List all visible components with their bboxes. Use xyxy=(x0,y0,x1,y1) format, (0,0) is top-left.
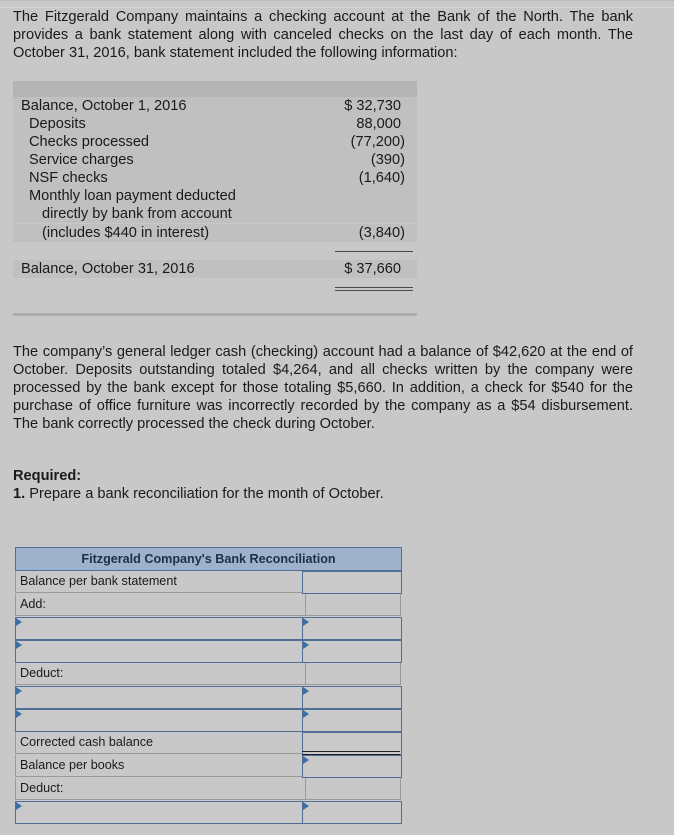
statement-value: 88,000 xyxy=(356,116,401,132)
recon-row-balance-per-books xyxy=(15,755,402,778)
statement-value: (3,840) xyxy=(358,225,405,241)
recon-row-add-item-2 xyxy=(15,640,402,663)
input-marker-icon xyxy=(16,710,22,718)
required-item xyxy=(13,486,384,502)
balance-per-bank-amount-input[interactable] xyxy=(302,571,402,594)
input-marker-icon xyxy=(16,687,22,695)
reconciliation-title: Fitzgerald Company's Bank Reconciliation xyxy=(15,547,402,571)
statement-value: (390) xyxy=(370,152,405,168)
deduct-books-label: Deduct: xyxy=(15,778,306,800)
bank-statement-table xyxy=(13,81,417,316)
input-marker-icon xyxy=(303,802,309,810)
add-item-1-amount-input[interactable] xyxy=(302,617,402,640)
required-item-text: Prepare a bank reconciliation for the month of October. xyxy=(29,486,384,502)
statement-row-loan-payment-2 xyxy=(13,205,417,223)
recon-row-deduct xyxy=(15,663,402,686)
statement-value: (77,200) xyxy=(350,134,405,150)
input-marker-icon xyxy=(16,641,22,649)
recon-row-deduct-item-2 xyxy=(15,709,402,732)
deduct-item-2-description-input[interactable] xyxy=(15,709,304,732)
statement-label: Balance, October 1, 2016 xyxy=(21,98,187,114)
input-marker-icon xyxy=(303,710,309,718)
add-item-2-amount-input[interactable] xyxy=(302,640,402,663)
deduct-label: Deduct: xyxy=(15,663,306,685)
total-double-rule-top xyxy=(335,287,413,288)
statement-row-checks-processed xyxy=(13,133,417,151)
recon-row-deduct-item-1 xyxy=(15,686,402,709)
corrected-cash-balance-label: Corrected cash balance xyxy=(15,732,306,754)
input-marker-icon xyxy=(16,802,22,810)
add-item-2-description-input[interactable] xyxy=(15,640,304,663)
statement-row-ending-balance xyxy=(13,260,417,278)
bank-reconciliation-table xyxy=(15,547,402,835)
input-marker-icon xyxy=(303,641,309,649)
add-label: Add: xyxy=(15,594,306,616)
balance-per-books-amount-input[interactable] xyxy=(302,755,402,778)
deduct-books-amount-cell xyxy=(301,778,401,800)
recon-row-balance-per-bank xyxy=(15,571,402,594)
input-marker-icon xyxy=(16,618,22,626)
statement-label: Service charges xyxy=(29,152,134,168)
deduct-books-item-1-amount-input[interactable] xyxy=(302,801,402,824)
statement-label: Checks processed xyxy=(29,134,150,150)
balance-per-books-label: Balance per books xyxy=(15,755,306,777)
deduct-amount-cell xyxy=(301,663,401,685)
recon-row-add-item-1 xyxy=(15,617,402,640)
balance-per-bank-label: Balance per bank statement xyxy=(15,571,306,593)
statement-footer-bar xyxy=(13,313,417,316)
deduct-item-1-description-input[interactable] xyxy=(15,686,304,709)
statement-label: Balance, October 31, 2016 xyxy=(21,261,195,277)
recon-row-add xyxy=(15,594,402,617)
statement-row-nsf-checks xyxy=(13,169,417,187)
recon-row-deduct-books-item-1 xyxy=(15,801,402,824)
intro-paragraph: The Fitzgerald Company maintains a checking account at the Bank of the North. The bank provides a bank statement along with canceled checks on the last day of each month. The October 31, 2016, bank statement included the following information: xyxy=(13,9,633,61)
statement-label: NSF checks xyxy=(29,170,108,186)
statement-row-loan-payment-1 xyxy=(13,187,417,205)
top-divider xyxy=(0,0,674,8)
statement-label: (includes $440 in interest) xyxy=(42,225,210,241)
company-paragraph: The company’s general ledger cash (checking) account had a balance of $42,620 at the end of October. Deposits outstanding totaled $4,264, and all checks written by the company were processed by the bank except for those totaling $5,660. In addition, a check for $540 for the purchase of office furniture was incorrectly recorded by the company as a $54 disbursement. The bank correctly processed the check during October. xyxy=(13,344,633,432)
statement-value: $ 37,660 xyxy=(344,261,401,277)
add-item-1-description-input[interactable] xyxy=(15,617,304,640)
statement-row-deposits xyxy=(13,115,417,133)
required-item-number: 1. xyxy=(13,486,26,502)
statement-label: Deposits xyxy=(29,116,86,132)
deduct-item-1-amount-input[interactable] xyxy=(302,686,402,709)
deduct-item-2-amount-input[interactable] xyxy=(302,709,402,732)
input-marker-icon xyxy=(303,756,309,764)
deduct-books-item-1-description-input[interactable] xyxy=(15,801,304,824)
total-double-rule-bottom xyxy=(335,290,413,291)
statement-row-loan-payment-3 xyxy=(13,224,417,242)
statement-header-bar xyxy=(13,81,417,97)
add-amount-cell xyxy=(301,594,401,616)
statement-row-service-charges xyxy=(13,151,417,169)
recon-row-deduct-books xyxy=(15,778,402,801)
statement-value: $ 32,730 xyxy=(344,98,401,114)
statement-label: Monthly loan payment deducted xyxy=(29,188,236,204)
subtotal-rule xyxy=(335,251,413,252)
input-marker-icon xyxy=(303,618,309,626)
statement-label: directly by bank from account xyxy=(42,206,232,222)
statement-row-opening-balance xyxy=(13,97,417,115)
statement-value: (1,640) xyxy=(358,170,405,186)
required-heading: Required: xyxy=(13,468,82,484)
input-marker-icon xyxy=(303,687,309,695)
